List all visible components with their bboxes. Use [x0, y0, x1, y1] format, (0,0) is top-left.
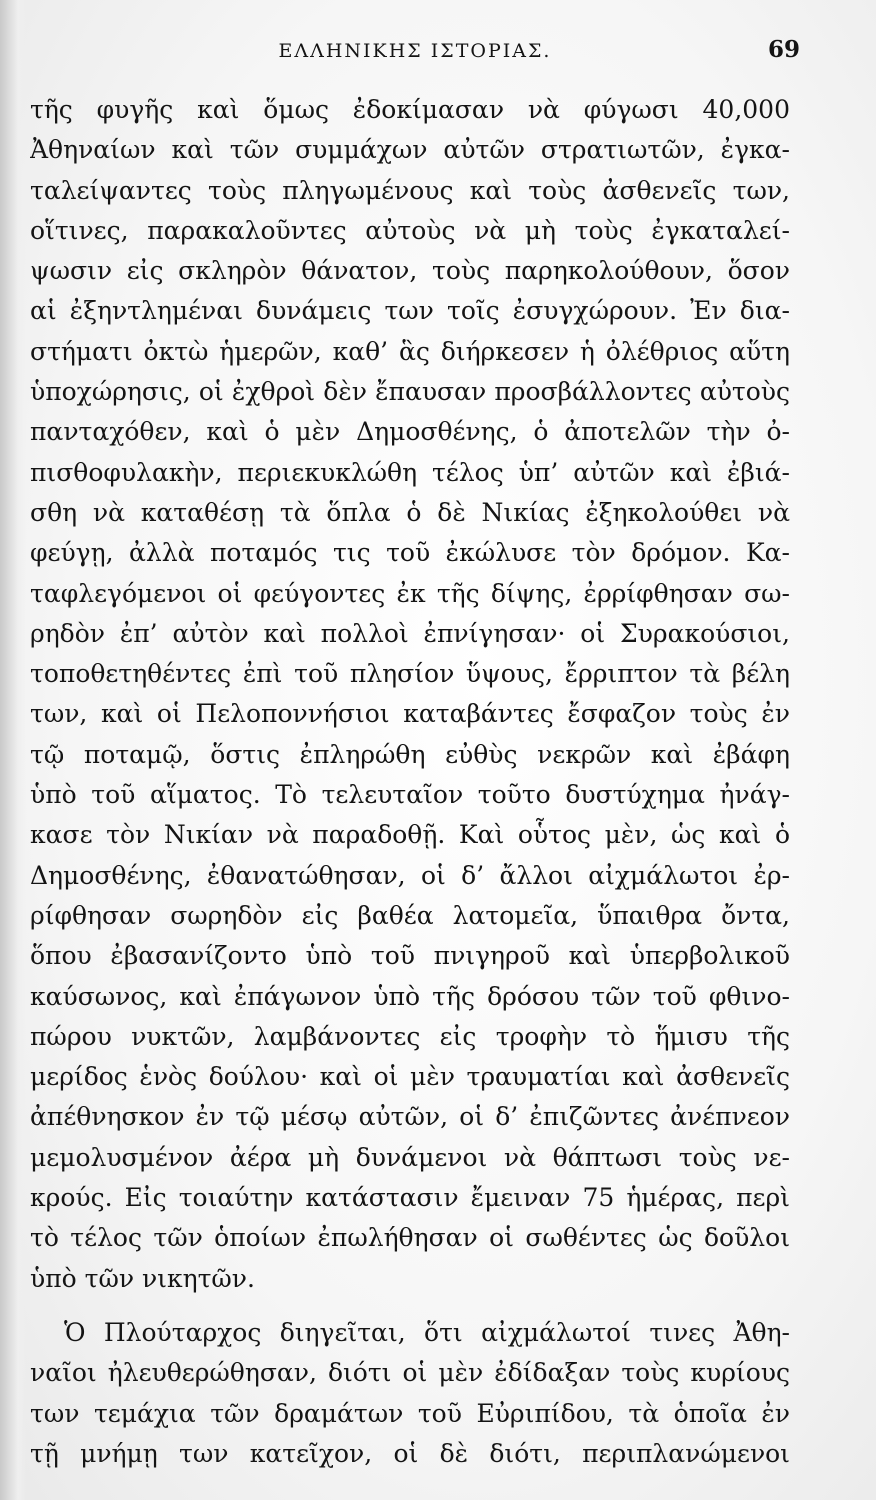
- text-line: ρηδὸν ἐπ’ αὐτὸν καὶ πολλοὶ ἐπνίγησαν· οἱ Συρακούσιοι,: [30, 618, 790, 648]
- text-line: σθη νὰ καταθέσῃ τὰ ὅπλα ὁ δὲ Νικίας ἐξηκολούθει νὰ: [30, 497, 790, 527]
- paragraph-1: [30, 90, 790, 1299]
- text-line: μεμολυσμένον ἀέρα μὴ δυνάμενοι νὰ θάπτωσι τοὺς νε-: [30, 1142, 790, 1172]
- page-number: 69: [767, 36, 800, 63]
- text-line: Ὁ Πλούταρχος διηγεῖται, ὅτι αἰχμάλωτοί τινες Ἀθη-: [64, 1317, 790, 1347]
- page-header: [30, 34, 800, 68]
- text-line: τῆς φυγῆς καὶ ὅμως ἐδοκίμασαν νὰ φύγωσι 40,000: [30, 95, 790, 124]
- text-line: τῷ ποταμῷ, ὅστις ἐπληρώθη εὐθὺς νεκρῶν καὶ ἐβάφη: [30, 739, 790, 769]
- text-line: ὑπὸ τοῦ αἵματος. Τὸ τελευταῖον τοῦτο δυστύχημα ἠνάγ-: [30, 780, 790, 810]
- text-line: ὑποχώρησις, οἱ ἐχθροὶ δὲν ἔπαυσαν προσβάλλοντες αὐτοὺς: [30, 377, 790, 407]
- text-line: οἵτινες, παρακαλοῦντες αὐτοὺς νὰ μὴ τοὺς ἐγκαταλεί-: [30, 215, 790, 245]
- text-line: καύσωνος, καὶ ἐπάγωνον ὑπὸ τῆς δρόσου τῶν τοῦ φθινο-: [30, 981, 790, 1011]
- text-line: τὸ τέλος τῶν ὁποίων ἐπωλήθησαν οἱ σωθέντες ὡς δοῦλοι: [30, 1223, 790, 1253]
- text-line: των, καὶ οἱ Πελοποννήσιοι καταβάντες ἔσφαζον τοὺς ἐν: [30, 699, 790, 729]
- text-line: ὅπου ἐβασανίζοντο ὑπὸ τοῦ πνιγηροῦ καὶ ὑπερβολικοῦ: [30, 941, 790, 971]
- text-line: ἀπέθνησκον ἐν τῷ μέσῳ αὐτῶν, οἱ δ’ ἐπιζῶντες ἀνέπνεον: [30, 1102, 790, 1132]
- text-line: ταλείψαντες τοὺς πληγωμένους καὶ τοὺς ἀσθενεῖς των,: [30, 175, 790, 205]
- text-line: ταφλεγόμενοι οἱ φεύγοντες ἐκ τῆς δίψης, ἐρρίφθησαν σω-: [30, 578, 790, 608]
- text-line: Ἀθηναίων καὶ τῶν συμμάχων αὐτῶν στρατιωτῶν, ἐγκα-: [30, 135, 790, 165]
- text-line: τοποθετηθέντες ἐπὶ τοῦ πλησίον ὕψους, ἔρριπτον τὰ βέλη: [30, 659, 790, 689]
- text-line: πώρου νυκτῶν, λαμβάνοντες εἰς τροφὴν τὸ ἥμισυ τῆς: [30, 1021, 790, 1051]
- text-line: πανταχόθεν, καὶ ὁ μὲν Δημοσθένης, ὁ ἀποτελῶν τὴν ὀ-: [30, 417, 790, 447]
- text-line: Δημοσθένης, ἐθανατώθησαν, οἱ δ’ ἄλλοι αἰχμάλωτοι ἐρ-: [30, 860, 790, 890]
- paragraph-2: [30, 1313, 790, 1474]
- text-line: ναῖοι ἠλευθερώθησαν, διότι οἱ μὲν ἐδίδαξαν τοὺς κυρίους: [30, 1358, 790, 1388]
- text-line: ρίφθησαν σωρηδὸν εἰς βαθέα λατομεῖα, ὕπαιθρα ὄντα,: [30, 900, 790, 930]
- paragraph-gap: [30, 1299, 790, 1313]
- page-gutter-shadow: [0, 0, 26, 1500]
- text-line: τῇ μνήμῃ των κατεῖχον, οἱ δὲ διότι, περιπλανώμενοι: [30, 1438, 790, 1468]
- text-line: ψωσιν εἰς σκληρὸν θάνατον, τοὺς παρηκολούθουν, ὅσον: [30, 256, 790, 286]
- body-text: [30, 90, 790, 1474]
- text-line: των τεμάχια τῶν δραμάτων τοῦ Εὐριπίδου, τὰ ὁποῖα ἐν: [30, 1398, 790, 1428]
- text-line: κρούς. Εἰς τοιαύτην κατάστασιν ἔμειναν 75 ἡμέρας, περὶ: [30, 1183, 790, 1213]
- text-line: ὑπὸ τῶν νικητῶν.: [30, 1263, 255, 1293]
- text-line: αἱ ἐξηντλημέναι δυνάμεις των τοῖς ἐσυγχώρουν. Ἐν δια-: [30, 296, 790, 326]
- text-line: κασε τὸν Νικίαν νὰ παραδοθῇ. Καὶ οὗτος μὲν, ὡς καὶ ὁ: [30, 820, 790, 850]
- text-line: πισθοφυλακὴν, περιεκυκλώθη τέλος ὑπ’ αὐτῶν καὶ ἐβιά-: [30, 457, 790, 487]
- text-line: φεύγῃ, ἀλλὰ ποταμός τις τοῦ ἐκώλυσε τὸν δρόμον. Κα-: [30, 538, 790, 568]
- running-head: ΕΛΛΗΝΙΚΗΣ ΙΣΤΟΡΙΑΣ.: [278, 40, 552, 62]
- text-line: στήματι ὀκτὼ ἡμερῶν, καθ’ ἃς διήρκεσεν ἡ ὀλέθριος αὕτη: [30, 336, 790, 366]
- text-line: μερίδος ἑνὸς δούλου· καὶ οἱ μὲν τραυματίαι καὶ ἀσθενεῖς: [30, 1062, 790, 1092]
